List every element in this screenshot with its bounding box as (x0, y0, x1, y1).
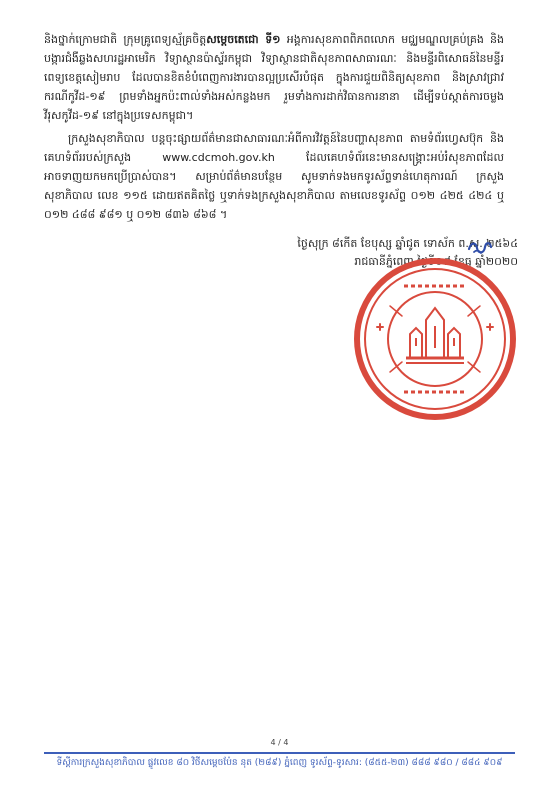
paragraph-1-highlight: សម្តេចតេជោ ទី១ (206, 33, 281, 46)
footer-divider (44, 752, 515, 754)
letter-body (44, 30, 504, 224)
paragraph-1 (44, 30, 504, 125)
page-number: 4 / 4 (270, 738, 289, 747)
official-seal (350, 254, 520, 424)
date-solar: រាជធានីភ្នំពេញ ថ្ងៃទី១៨ ខែធ្នូ ឆ្នាំ២០២០ (354, 255, 518, 268)
paragraph-2: ក្រសួងសុខាភិបាល បន្តចុះផ្សាយព័ត៌មានជាសាធារណៈអំពីការវិវត្តន៍នៃបញ្ហាសុខភាព តាមទំព័រហ្វេសប៊ុក និងគេហទំព័ររបស់ក្រសួង www.cdcmoh.gov.kh ដែលគេហទំព័រនេះមានសង្គ្រោះអប់រំសុខភាពដែលអាចទាញយកមកប្រើប្រាស់បាន។ សម្រាប់ព័ត៌មានបន្ថែម សូមទាក់ទងមកទូរស័ព្ទទាន់ហេតុការណ៍ ក្រសួងសុខាភិបាល លេខ ១១៥ ដោយឥតគិតថ្លៃ ឬទាក់ទងក្រសួងសុខាភិបាល តាមលេខទូរស័ព្ទ ០១២ ៤២៥ ៤២៤ ឬ ០១២ ៤៨៨ ៩៨១ ឬ ០១២ ៨៣៦ ៨៦៨ ។ (44, 132, 504, 221)
paragraph-1-tail: អង្គការសុខភាពពិភពលោក មជ្ឈមណ្ឌលគ្រប់គ្រង និងបង្ការជំងឺឆ្លងសហរដ្ឋអាមេរិក វិទ្យាស្ថានប៉ាស្ទ័រកម្ពុជា វិទ្យាស្ថានជាតិសុខភាពសាធារណៈ និងមន្ទីរពិសោធន៍នៃមន្ទីរពេទ្យខេត្តសៀមរាប ដែលបានខិតខំបំពេញការងារបានល្អប្រសើរបំផុត ក្នុងការជួយពិនិត្យសុខភាព និងស្រាវជ្រាវករណីកូវីដ-១៩ ព្រមទាំងអ្នកប៉ះពាល់ទាំងអស់កន្លងមក រួមទាំងការដាក់វិធានការនានា ដើម្បីទប់ស្កាត់ការចម្លងវីរុសកូវីដ-១៩ នៅក្នុងប្រទេសកម្ពុជា។ (44, 33, 504, 122)
paragraph-1-lead: និងថ្នាក់ក្រោមជាតិ ក្រុមគ្រូពេទ្យស្ម័គ្រចិត្ត (44, 33, 207, 46)
footer-address: ទីស្តីការក្រសួងសុខាភិបាល ផ្លូវលេខ ៨០ វិថីសម្តេចប៉ែន នុត (២៨៩) ភ្នំពេញ ទូរស័ព្ទ-ទូរសារ: (៨៥៥-២៣) ៨៨៨ ៩៨០ / ៨៨៤ ៩០៩ (56, 758, 503, 768)
date-lunar: ថ្ងៃសុក្រ ៨កើត ខែបុស្ស ឆ្នាំជូត ទោស័ក ព.ស. ២៥៦៤ (297, 237, 518, 250)
